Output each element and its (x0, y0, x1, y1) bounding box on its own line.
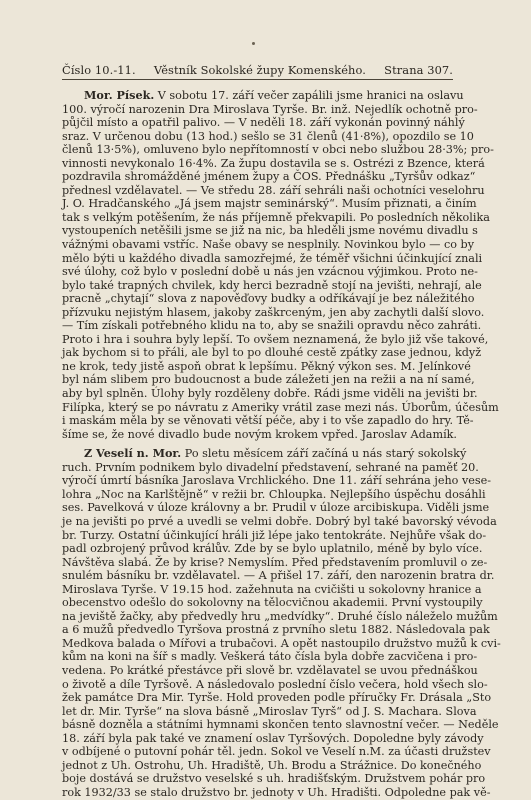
text-line: mělo býti u každého divadla samozřejmé, že téměř všichni účinkující znali (62, 251, 483, 265)
text-line: Mor. Písek. V sobotu 17. září večer zapálili jsme hranici na oslavu (84, 88, 464, 102)
text-line: na jeviště žačky, aby předvedly hru „medvídky“. Druhé číslo náleželo mužům (62, 609, 498, 623)
text-line: Proto i hra i souhra byly lepší. To ovšem neznamená, že bylo již vše takové, (62, 332, 489, 346)
text-line: boje dostává se družstvo veselské s uh. hradišťským. Družstvem pohár pro (62, 772, 486, 786)
text-line: výročí úmrtí básníka Jaroslava Vrchlického. Dne 11. září sehrána jeho vese- (62, 474, 492, 488)
text-line: obecenstvo odešlo do sokolovny na tělocvičnou akademii. První vystoupily (62, 596, 483, 610)
text-line: rok 1932/33 se stalo družstvo br. jednoty v Uh. Hradišti. Odpoledne pak vě- (62, 785, 491, 799)
text-line: pracně „chytají“ slova z napověďovy budky a odříkávají je bez náležitého (62, 292, 475, 306)
issue-number: Číslo 10.-11. (62, 63, 136, 77)
running-header (62, 63, 453, 77)
text-line: pozdravila shromážděné jménem župy a ČOS. Přednášku „Tyršův odkaz“ (62, 170, 476, 184)
journal-title: Věstník Sokolské župy Komenského. (153, 63, 366, 77)
text-line: br. Turzy. Ostatní účinkující hráli již lépe jako tentokráte. Nejhůře však do- (62, 528, 487, 542)
text-line: snulém básníku br. vzdělavatel. — A přišel 17. září, den narozenin bratra dr. (62, 569, 495, 583)
text-line: Z Veselí n. Mor. Po sletu měsícem září začíná u nás starý sokolský (84, 446, 467, 461)
text-line: jednot z Uh. Ostrohu, Uh. Hradiště, Uh. Brodu a Strážnice. Do konečného (62, 758, 482, 772)
text-line: vinnosti nevykonalo 16·4%. Za župu dostavila se s. Ostrézi z Bzence, která (62, 156, 485, 170)
page-number: Strana 307. (384, 63, 453, 77)
article-body (62, 88, 501, 799)
text-line: Medkova balada o Mířovi a trubačovi. A opět nastoupilo družstvo mužů k cvi- (62, 636, 501, 650)
text-line: Miroslava Tyrše. V 19.15 hod. zažehnuta na cvičišti u sokolovny hranice a (62, 582, 482, 596)
text-line: Návštěva slabá. Že by krise? Nemyslím. Před představením promluvil o ze- (62, 555, 488, 569)
page-mark (252, 42, 255, 45)
text-line: bylo také trapných chvilek, kdy herci bezradně stojí na jevišti, nehrají, ale (62, 278, 482, 292)
text-line: vedena. Po krátké přestávce při slově br. vzdělavatel se uvou přednáškou (62, 663, 478, 677)
text-line: vystoupeních netěšili jsme se již na nic, ba hleděli jsme novému divadlu s (62, 224, 478, 238)
text-line: básně dozněla a státními hymnami skončen tento slavnostní večer. — Neděle (62, 718, 499, 732)
text-line: lohra „Noc na Karlštějně“ v režii br. Chloupka. Nejlepšího úspěchu dosáhli (62, 487, 486, 501)
text-line: přednesl vzdělavatel. — Ve středu 28. září sehráli naši ochotníci veselohru (62, 183, 485, 197)
text-line: 18. září byla pak také ve znamení oslav Tyršových. Dopoledne byly závody (62, 731, 484, 745)
text-line: vážnými obavami vstříc. Naše obavy se nesplnily. Novinkou bylo — co by (62, 238, 475, 252)
section-lead: Mor. Písek. (84, 88, 155, 102)
article-section (62, 446, 501, 799)
text-line: kům na koni na šíř s madly. Veškerá táto čísla byla dobře zacvičena i pro- (62, 650, 478, 664)
header-rule (62, 79, 453, 80)
section-lead: Z Veselí n. Mor. (84, 446, 182, 461)
text-line: 100. výročí narozenin Dra Miroslava Tyrše. Br. inž. Nejedlík ochotně pro- (62, 102, 478, 116)
text-line: přízvuku nejistým hlasem, jakoby zaškrceným, jen aby zachytli další slovo. (62, 305, 485, 319)
text-line: ses. Pavelková v úloze královny a br. Prudil v úloze arcibiskupa. Viděli jsme (62, 501, 490, 515)
text-line: aby byl splněn. Úlohy byly rozděleny dobře. Rádi jsme viděli na jevišti br. (62, 387, 478, 401)
text-line: žek památce Dra Mir. Tyrše. Hold proveden podle příručky Fr. Drásala „Sto (62, 691, 492, 705)
text-line: tak s velkým potěšením, že nás příjemně překvapili. Po posledních několika (62, 210, 490, 224)
article-section (62, 88, 499, 441)
text-line: Filípka, který se po návratu z Ameriky vrátil zase mezi nás. Úborům, účesům (62, 400, 499, 414)
text-line: let dr. Mir. Tyrše“ na slova básně „Miroslav Tyrš“ od J. S. Machara. Slova (62, 704, 477, 718)
text-line: je na jevišti po prvé a uvedli se velmi dobře. Dobrý byl také bavorský vévoda (62, 514, 497, 528)
text-line: šíme se, že nové divadlo bude novým krokem vpřed. Jaroslav Adamík. (62, 427, 457, 441)
text-line: své úlohy, což bylo v poslední době u nás jen vzácnou výjimkou. Proto ne- (62, 265, 478, 279)
text-line: členů 13·5%), omluveno bylo nepřítomností v obci nebo službou 28·3%; pro- (62, 143, 494, 157)
text-line: i maskám měla by se věnovati větší péče, aby i to vše zapadlo do hry. Tě- (62, 414, 474, 428)
text-line: o životě a díle Tyršově. A následovalo poslední číslo večera, hold všech slo- (62, 677, 488, 691)
text-line: padl ozbrojený průvod králův. Zde by se bylo uplatnilo, méně by bylo více. (62, 542, 483, 556)
text-line: sraz. V určenou dobu (13 hod.) sešlo se 31 členů (41·8%), opozdilo se 10 (62, 129, 474, 143)
text-line: jak bychom si to přáli, ale byl to po dlouhé cestě zpátky zase jednou, když (62, 346, 482, 360)
text-line: J. O. Hradčanského „Já jsem majstr seminárský“. Musím přiznati, a činím (62, 197, 477, 211)
text-line: ruch. Prvním podnikem bylo divadelní představení, sehrané na paměť 20. (62, 460, 479, 474)
text-line: a 6 mužů předvedlo Tyršova prostná z prvního sletu 1882. Následovala pak (62, 623, 490, 637)
text-line: v odbíjené o putovní pohár těl. jedn. Sokol ve Veselí n.M. za účasti družstev (62, 745, 491, 759)
text-line: — Tím získali potřebného klidu na to, aby se snažili opravdu něco zahráti. (62, 319, 482, 333)
text-line: ne krok, tedy jistě aspoň obrat k lepšímu. Pěkný výkon ses. M. Jelínkové (62, 359, 471, 373)
text-line: půjčil místo a opatřil palivo. — V neděli 18. září vykonán povinný náhlý (62, 116, 465, 130)
text-line: byl nám slibem pro budoucnost a bude záležeti jen na režii a na ní samé, (62, 373, 475, 387)
